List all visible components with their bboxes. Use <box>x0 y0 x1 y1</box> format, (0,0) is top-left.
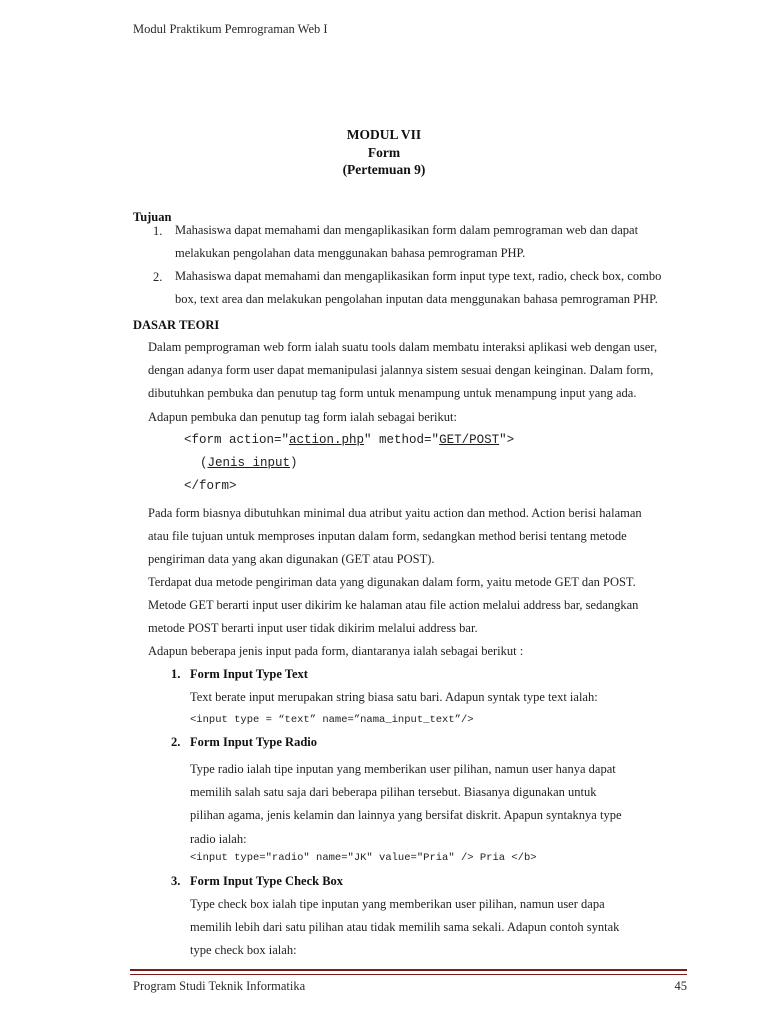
text-line: Dalam pemprograman web form ialah suatu tools dalam membatu interaksi aplikasi web dengan user, <box>148 340 658 354</box>
module-title: MODUL VII <box>346 127 422 142</box>
page-number: 45 <box>674 979 687 993</box>
code-part: <form action=" <box>184 433 290 447</box>
text-line: Mahasiswa dapat memahami dan mengaplikasikan form dalam pemrograman web dan dapat <box>175 223 639 237</box>
text-line: box, text area dan melakukan pengolahan inputan data menggunakan bahasa pemrograman PHP. <box>175 292 658 307</box>
footer-rule-thick <box>130 969 687 971</box>
code-part: " method=" <box>364 433 440 447</box>
text-line: radio ialah: <box>190 831 247 846</box>
tujuan-item-2 <box>175 265 687 311</box>
section-1-text <box>190 686 680 709</box>
text-line: metode POST berarti input user tidak dikirim melalui address bar. <box>148 621 478 636</box>
text-line: Text berate input merupakan string biasa satu bari. Adapun syntak type text ialah: <box>190 690 598 704</box>
text-line: dengan adanya form user dapat memanipulasi jalannya sistem sesuai dengan keinginan. Dalam form, <box>148 363 654 378</box>
text-line: Mahasiswa dapat memahami dan mengaplikasikan form input type text, radio, check box, combo <box>175 269 662 283</box>
text-line: Pada form biasnya dibutuhkan minimal dua atribut yaitu action dan method. Action berisi halaman <box>148 506 642 520</box>
section-1-num: 1. <box>171 667 181 681</box>
text-line: pilihan agama, jenis kelamin dan lainnya yang bersifat diskrit. Apapun syntaknya type <box>190 808 622 823</box>
text-line: Type radio ialah tipe inputan yang memberikan user pilihan, namun user hanya dapat <box>190 762 616 776</box>
form-code-close: </form> <box>184 479 237 493</box>
code-part: ( <box>200 456 208 470</box>
code-jenis-input: Jenis input <box>207 456 291 470</box>
text-line: type check box ialah: <box>190 943 297 958</box>
section-3-heading: Form Input Type Check Box <box>190 874 344 888</box>
section-2-heading: Form Input Type Radio <box>190 735 317 749</box>
text-line: atau file tujuan untuk memproses inputan dalam form, sedangkan method berisi tentang metode <box>148 529 627 544</box>
text-line: Type check box ialah tipe inputan yang memberikan user pilihan, namun user dapa <box>190 897 605 911</box>
form-code-body <box>200 452 298 475</box>
tujuan-item-1 <box>175 219 687 265</box>
section-3-text <box>190 893 680 963</box>
code-action: action.php <box>289 433 365 447</box>
code-part: ) <box>290 456 298 470</box>
section-3-num: 3. <box>171 874 181 888</box>
text-line: pengiriman data yang akan digunakan (GET atau POST). <box>148 552 435 567</box>
running-header: Modul Praktikum Pemrograman Web I <box>133 22 328 36</box>
text-line: melakukan pengolahan data menggunakan bahasa pemrograman PHP. <box>175 246 526 261</box>
text-line: memilih lebih dari satu pilihan atau tidak memilih sama sekali. Adapun contoh syntak <box>190 920 620 935</box>
dasar-teori-heading: DASAR TEORI <box>133 318 220 332</box>
section-1-heading: Form Input Type Text <box>190 667 308 681</box>
text-line: dibutuhkan pembuka dan penutup tag form untuk menampung untuk menampung input yang ada. <box>148 386 637 401</box>
dasar-teori-para1 <box>148 336 679 429</box>
module-meeting: (Pertemuan 9) <box>342 162 426 177</box>
dasar-teori-para2 <box>148 502 679 572</box>
text-line: Metode GET berarti input user dikirim ke halaman atau file action melalui address bar, sedangkan <box>148 598 639 613</box>
module-subtitle: Form <box>367 145 401 160</box>
text-line: Terdapat dua metode pengiriman data yang digunakan dalam form, yaitu metode GET dan POST. <box>148 575 636 589</box>
dasar-teori-para3 <box>148 571 679 641</box>
text-line: Adapun pembuka dan penutup tag form ialah sebagai berikut: <box>148 409 457 424</box>
section-2-text <box>190 758 680 851</box>
dasar-teori-para4: Adapun beberapa jenis input pada form, diantaranya ialah sebagai berikut : <box>148 644 524 658</box>
section-1-code: <input type = “text” name=”nama_input_text”/> <box>190 714 474 726</box>
code-part: "> <box>499 433 515 447</box>
section-2-code: <input type="radio" name="JK" value="Pria" /> Pria </b> <box>190 852 537 864</box>
form-code-open <box>184 429 514 452</box>
tujuan-num-2: 2. <box>153 270 163 284</box>
tujuan-num-1: 1. <box>153 224 163 238</box>
code-method: GET/POST <box>439 433 500 447</box>
footer-rule-thin <box>130 974 687 975</box>
text-line: memilih salah satu saja dari beberapa pilihan tersebut. Biasanya digunakan untuk <box>190 785 597 800</box>
footer-program: Program Studi Teknik Informatika <box>133 979 306 993</box>
section-2-num: 2. <box>171 735 181 749</box>
tujuan-heading: Tujuan <box>133 210 172 224</box>
